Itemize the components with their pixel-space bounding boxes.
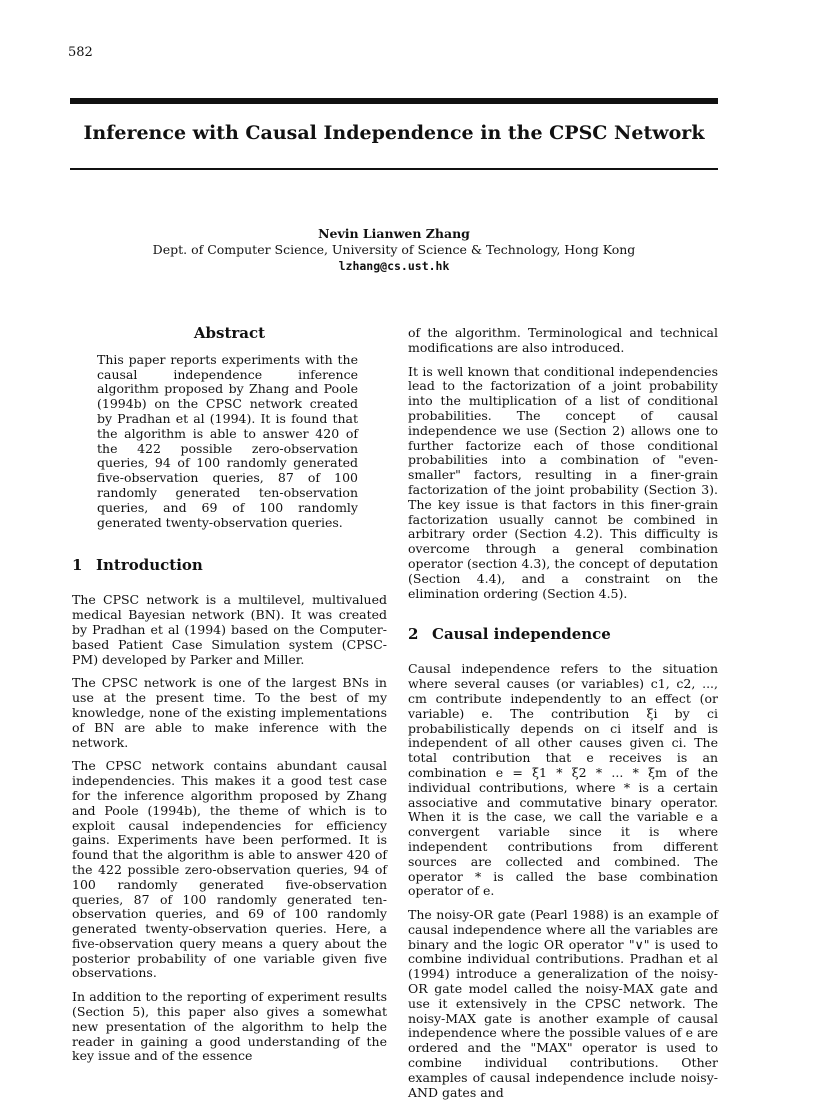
intro-paragraph-4: In addition to the reporting of experiment results (Section 5), this paper also gives a somewhat new presentation of the algorithm to help the reader in gaining a good understanding of the key issue and of the essence: [72, 989, 387, 1064]
abstract-text: This paper reports experiments with the causal independence inference algorithm proposed by Zhang and Poole (1994b) on the CPSC network created by Pradhan et al (1994). It is found that the algorithm is able to answer 420 of the 422 possible zero-observation queries, 94 of 100 randomly generated five-observation queries, 87 of 100 randomly generated ten-observation queries, and 69 of 100 randomly generated twenty-observation queries.: [97, 351, 358, 530]
section-number: 1: [72, 556, 83, 575]
section-title: Causal independence: [432, 625, 611, 644]
intro-paragraph-3: The CPSC network contains abundant causal independencies. This makes it a good test case for the inference algorithm proposed by Zhang and Poole (1994b), the theme of which is to exploit causal independencies for efficiency gains. Experiments have been performed. It is found that the algorithm is able to answer 420 of the 422 possible zero-observation queries, 94 of 100 randomly generated five-observation queries, 87 of 100 randomly generated ten-observation queries, and 69 of 100 randomly generated twenty-observation queries. Here, a five-observation query means a query about the posterior probability of one variable given five observations.: [72, 758, 387, 981]
abstract-heading: Abstract: [193, 324, 266, 342]
causal-paragraph-2: The noisy-OR gate (Pearl 1988) is an example of causal independence where all the variables are binary and the logic OR operator "∨" is used to combine individual contributions. Pradhan et al (1994) introduce a generalization of the noisy-OR gate model called the noisy-MAX gate and use it extensively in the CPSC network. The noisy-MAX gate is another example of causal independence where the possible values of e are ordered and the "MAX" operator is used to combine individual contributions. Other examples of causal independence include noisy-AND gates and: [408, 907, 718, 1100]
right-paragraph-1: It is well known that conditional independencies lead to the factorization of a joint probability into the multiplication of a list of conditional probabilities. The concept of causal independence we use (Section 2) allows one to further factorize each of those conditional probabilities into a combination of "even-smaller" factors, resulting in a finer-grain factorization of the joint probability (Section 3). The key issue is that factors in this finer-grain factorization usually cannot be combined in arbitrary order (Section 4.2). This difficulty is overcome through a general combination operator (section 4.3), the concept of deputation (Section 4.4), and a constraint on the elimination ordering (Section 4.5).: [408, 363, 718, 601]
right-column: [408, 326, 718, 1109]
causal-paragraph-1: Causal independence refers to the situation where several causes (or variables) c1, c2, ..., cm contribute independently to an effect (or variable) e. The contribution ξi by ci probabilistically depends on ci itself and is independent of all other causes given ci. The total contribution that e receives is an combination e = ξ1 * ξ2 * ... * ξm of the individual contributions, where * is a certain associative and commutative binary operator. When it is the case, we call the variable e a convergent variable since it is where independent contributions from different sources are collected and combined. The operator * is called the base combination operator of e.: [408, 661, 718, 899]
section-title: Introduction: [96, 556, 203, 575]
paper-title: Inference with Causal Independence in the CPSC Network: [83, 122, 705, 144]
page-number: 582: [68, 45, 93, 60]
left-column: [72, 326, 387, 1073]
section-heading-introduction: [72, 556, 387, 574]
author-email: lzhang@cs.ust.hk: [338, 259, 450, 273]
intro-paragraph-1: The CPSC network is a multilevel, multivalued medical Bayesian network (BN). It was created by Pradhan et al (1994) based on the Computer-based Patient Case Simulation system (CPSC-PM) developed by Parker and Miller.: [72, 592, 387, 667]
intro-paragraph-2: The CPSC network is one of the largest BNs in use at the present time. To the best of my knowledge, none of the existing implementations of BN are able to make inference with the network.: [72, 675, 387, 750]
title-rule: [70, 168, 718, 170]
author-name: Nevin Lianwen Zhang: [318, 226, 470, 241]
section-number: 2: [408, 625, 419, 644]
top-rule: [70, 98, 718, 104]
section-heading-causal-independence: [408, 625, 718, 643]
author-affiliation: Dept. of Computer Science, University of Science & Technology, Hong Kong: [152, 242, 636, 257]
author-block: [70, 226, 718, 274]
right-paragraph-0: of the algorithm. Terminological and technical modifications are also introduced.: [408, 325, 718, 355]
